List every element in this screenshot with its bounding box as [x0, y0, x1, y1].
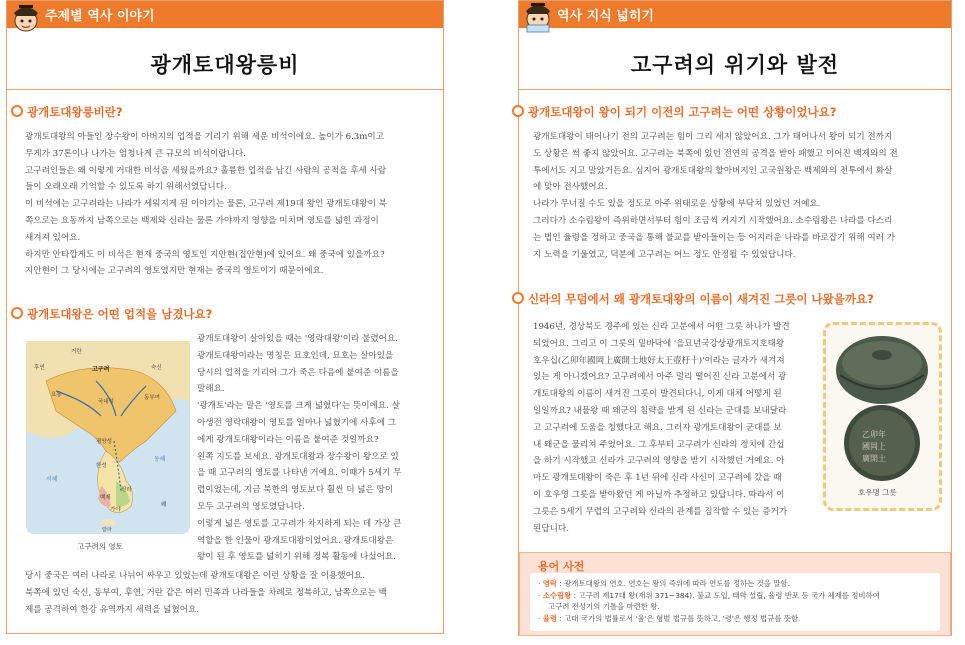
hou-bowl-photo: [826, 325, 939, 485]
left-header-tag: 주제별 역사 이야기: [45, 9, 155, 24]
glossary-item: · 영락 : 광개토대왕의 연호. 연호는 왕의 즉위에 따라 연도를 정하는 것을 말함.: [538, 579, 790, 588]
bullet-circle-icon: [11, 105, 23, 117]
glossary-item: · 소수림왕 : 고구려 제17대 왕(재위 371~384). 불교 도입, 태학 설립, 율령 반포 등 국가 체제를 정비하여: [538, 590, 880, 600]
svg-text:탐라: 탐라: [102, 527, 112, 533]
svg-text:동부여: 동부여: [144, 395, 160, 401]
svg-text:왜: 왜: [161, 502, 167, 508]
svg-text:평양성: 평양성: [96, 439, 112, 445]
svg-text:거란: 거란: [71, 349, 82, 355]
scholar-reading-mascot-icon: [523, 0, 553, 33]
left-section-2-side-text: 광개토대왕이 살아있을 때는 '영락대왕'이라 불렸어요. 광개토대왕이라는 명칭은 묘호인데, 묘호는 살아있을 당시의 업적을 기리어 그가 죽은 다음에 붙여준 이름을 말해요. '광개토'라는 말은 '영토를 크게 넓혔다'는 뜻이에요. 살 아생전 영락대왕이 영토를 얼마나 넓혔기에 사후에 그 에게 광개토대왕이라는 이름을 붙여준 것일까요? 왼쪽 지도를 보세요. 광개토대왕과 장수왕이 왕으로 있 을 때 고구려의 영토를 나타낸 거예요. 이때가 5세기 무 렵이었는데, 지금 북한의 영토보다 훨씬 더 넓은 땅이 모두 고구려의 영토였답니다. 이렇게 넓은 영토를 고구려가 차지하게 되는 데 가장 큰 역할을 한 인물이 광개토대왕이었어요. 광개토대왕은 왕이 된 후 영토를 넓히기 위해 정복 활동에 나섰어요.: [197, 334, 402, 563]
svg-text:한성: 한성: [96, 463, 107, 469]
right-header-tag: 역사 지식 넓히기: [557, 9, 654, 24]
svg-text:국내성: 국내성: [98, 399, 114, 405]
svg-text:서해: 서해: [46, 476, 58, 483]
right-page-title: 고구려의 위기와 발전: [630, 53, 840, 77]
bullet-circle-icon: [512, 292, 524, 304]
svg-text:백제: 백제: [100, 495, 111, 501]
goguryeo-territory-map: [26, 341, 190, 534]
glossary-item: · 율령 : 고대 국가의 법률로서 '율'은 형벌 법규를 뜻하고, '령'은 행정 법규를 뜻함.: [538, 613, 801, 623]
left-title-divider: [7, 89, 443, 90]
right-header-bar: [519, 1, 951, 28]
svg-text:가야: 가야: [110, 507, 121, 513]
left-header-bar: [7, 1, 443, 28]
glossary-box: [519, 552, 951, 636]
svg-text:國岡上: 國岡上: [862, 442, 886, 451]
left-page-title: 광개토대왕릉비: [150, 53, 300, 77]
svg-text:요동: 요동: [51, 392, 62, 398]
hou-bowl-image-frame: [823, 322, 942, 511]
glossary-item-continuation: 고구려 전성기의 기틀을 마련한 왕.: [548, 602, 660, 611]
svg-text:고구려: 고구려: [92, 366, 110, 373]
right-question-2: 신라의 무덤에서 왜 광개토대왕의 이름이 새겨진 그릇이 나왔을까요?: [512, 291, 874, 307]
left-section-2-bottom-text: 당시 중국은 여러 나라로 나뉘어 싸우고 있었는데 광개토대왕은 이런 상황을 잘 이용했어요. 북쪽에 있던 숙신, 동부여, 후연, 거란 같은 여러 민족과 나라들을 차례로 정복하고, 남쪽으로는 백 제를 공격하여 한강 유역까지 세력을 넓혔어요.: [25, 571, 387, 615]
right-question-1: 광개토대왕이 왕이 되기 이전의 고구려는 어떤 상황이었나요?: [512, 104, 836, 120]
glossary-title: 용어 사전: [538, 560, 585, 573]
svg-text:廣開土: 廣開土: [862, 454, 886, 463]
bullet-circle-icon: [11, 307, 23, 319]
map-caption: 고구려의 영토: [77, 542, 123, 551]
svg-text:乙卯年: 乙卯年: [862, 430, 886, 439]
right-section-2-text: 1946년, 경상북도 경주에 있는 신라 고분에서 어떤 그릇 하나가 발견 되었어요. 그리고 이 그릇의 밑바닥에 '을묘년국강상광개토지호태왕 호우십(乙卯年國岡上廣開土地好太王壺杅十)'이라는 글자가 새겨져 있는 게 아니겠어요? 고구려에서 아주 멀리 떨어진 신라 고분에서 광 개토대왕의 이름이 새겨진 그릇이 발견되다니, 이게 대체 어떻게 된 일일까요? 내물왕 때 왜군의 침략을 받게 된 신라는 군대를 보내달라 고 고구려에 도움을 청했다고 해요. 그러자 광개토대왕이 군대를 보 내 왜군을 물리쳐 주었어요. 그 후부터 고구려가 신라의 정치에 간섭 을 하기 시작했고 신라가 고구려의 영향을 받기 시작했던 거예요. 아 마도 광개토대왕이 죽은 후 1년 뒤에 신라 사신이 고구려에 갔을 때 이 호우명 그릇을 받아왔던 게 아닐까 추정하고 있답니다. 따라서 이 그릇은 5세기 무렵의 고구려와 신라의 관계를 짐작할 수 있는 증거가 된답니다.: [533, 322, 790, 534]
bowl-caption: 호우명 그릇: [858, 488, 897, 497]
bullet-circle-icon: [512, 105, 524, 117]
right-title-divider: [519, 89, 951, 90]
left-page: [6, 0, 444, 634]
left-question-2: 광개토대왕은 어떤 업적을 남겼나요?: [11, 306, 212, 322]
glossary-body: [530, 573, 940, 631]
left-question-1: 광개토대왕릉비란?: [11, 104, 123, 120]
svg-text:후연: 후연: [34, 365, 45, 371]
svg-text:동해: 동해: [154, 456, 166, 463]
scholar-mascot-icon: [11, 0, 41, 33]
right-page: [518, 0, 952, 636]
svg-text:숙신: 숙신: [151, 365, 162, 371]
right-section-1-text: 광개토대왕이 태어나기 전의 고구려는 힘이 그리 세지 않았어요. 그가 태어나서 왕이 되기 전까지 도 상황은 썩 좋지 않았어요. 고구려는 북쪽에 있던 전연의 공격을 받아 패했고 이어진 백제와의 전 투에서도 지고 말았거든요. 심지어 광개토대왕의 할아버지인 고국원왕은 백제와의 전투에서 화살 에 맞아 전사했어요. 나라가 무너질 수도 있을 정도로 아주 위태로운 상황에 부닥쳐 있었던 거예요. 그러다가 소수림왕이 즉위하면서부터 힘이 조금씩 커지기 시작했어요. 소수림왕은 나라를 다스리 는 법인 율령을 정하고 중국을 통해 불교를 받아들이는 등 어지러운 나라를 바로잡기 위해 여러 가 지 노력을 기울였고, 덕분에 고구려는 어느 정도 안정될 수 있었답니다.: [533, 132, 898, 260]
left-section-1-text: 광개토대왕의 아들인 장수왕이 아버지의 업적을 기리기 위해 세운 비석이에요. 높이가 6.3m이고 무게가 37톤이나 나가는 엄청나게 큰 규모의 비석이랍니다. 고구려인들은 왜 이렇게 거대한 비석을 세웠을까요? 훌륭한 업적을 남긴 사람의 공적을 후세 사람 들이 오래오래 기억할 수 있도록 하기 위해서였답니다. 이 비석에는 고구려라는 나라가 세워지게 된 이야기는 물론, 고구려 제19대 왕인 광개토대왕이 북 쪽으로는 요동까지 남쪽으로는 백제와 신라는 물론 가야까지 영향을 미치며 영토를 넓힌 과정이 새겨져 있어요. 하지만 안타깝게도 이 비석은 현재 중국의 영토인 지안현(집안현)에 있어요. 왜 중국에 있을까요? 지안현이 그 당시에는 고구려의 영토였지만 현재는 중국의 영토이기 때문이에요.: [25, 132, 387, 277]
svg-text:신라: 신라: [121, 487, 132, 493]
